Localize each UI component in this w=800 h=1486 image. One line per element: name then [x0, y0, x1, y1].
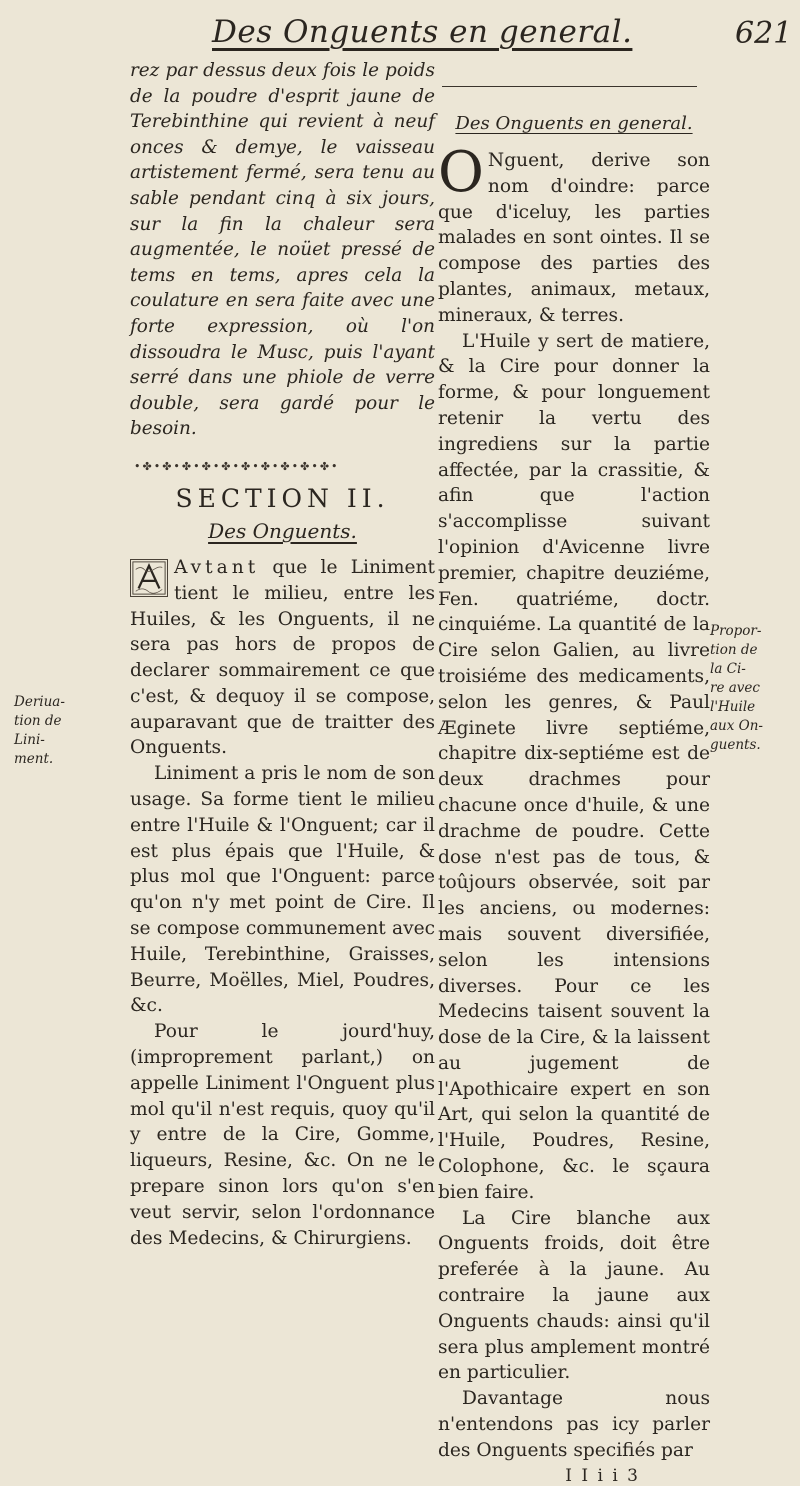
paragraph-text: Davantage nous n'entendons pas icy parler des Onguents specifiés par [438, 1388, 710, 1461]
first-paragraph [130, 555, 435, 761]
recipe-continuation: rez par dessus deux fois le poids de la poudre d'esprit jaune de Terebinthine qui revient à neuf onces & demye, le vaisseau artistement fermé, sera tenu au sable pendant cinq à six jours, sur la fin la chaleur sera augmentée, le noüet pressé de tems en tems, apres cela la coulature en sera faite avec une forte expression, où l'on dissoudra le Musc, puis l'ayant serré dans une phiole de verre double, sera gardé pour le besoin. [130, 60, 435, 440]
divider [442, 86, 697, 87]
section-subtitle: Des Onguents. [208, 518, 357, 543]
decorated-initial-icon [130, 559, 168, 597]
paragraph-text: Liniment a pris le nom de son usage. Sa forme tient le milieu entre l'Huile & l'Onguent; car il est plus épais que l'Huile, & plus mol que l'Onguent: parce qu'on n'y met point de Cire. Il se compose communement avec Huile, Terebinthine, Graisses, Beurre, Moëlles, Miel, Poudres, &c. [130, 763, 435, 1017]
ornament-band: •✤•✤•✤•✤•✤•✤•✤•✤•✤•✤• [134, 459, 340, 473]
running-header [0, 14, 800, 54]
margin-note-right: Propor- tion de la Ci- re avec l'Huile aux On- guents. [710, 623, 763, 753]
paragraph-text: La Cire blanche aux Onguents froids, doit être preferée à la jaune. Au contraire la jaune aux Onguents chauds: ainsi qu'il sera plus amplement montré en particulier. [438, 1207, 710, 1384]
paragraph-text: Pour le jourd'huy, (improprement parlant,) on appelle Liniment l'Onguent plus mol qu'il n'est requis, quoy qu'il y entre de la Cire, Gomme, liqueurs, Resine, &c. On ne le prepare sinon lors qu'on s'en veut servir, selon l'ordonnance des Medecins, & Chirurgiens. [130, 1021, 435, 1249]
margin-note-left: Deriua- tion de Lini- ment. [14, 694, 65, 767]
chapter-heading: Des Onguents en general. [455, 113, 693, 134]
section-heading: SECTION II. [175, 483, 390, 513]
page-number: 621 [735, 16, 793, 51]
signature-mark: I I i i 3 [565, 1465, 640, 1486]
first-word: Avtant [174, 556, 260, 578]
right-column [438, 58, 710, 1486]
running-title: Des Onguents en general. [212, 14, 633, 50]
paragraph-text: L'Huile y sert de matiere, & la Cire pour donner la forme, & pour longuement retenir la vertu des ingrediens sur la partie affectée, par la crassitie, & afin que l'action s'accomplisse suivant l'opinion d'Avicenne livre premier, chapitre deuziéme, Fen. quatriéme, doctr. cinquiéme. La quantité de la Cire selon Galien, au livre troisiéme des medicaments, selon les genres, & Paul Æginete livre septiéme, chapitre dix-septiéme est de deux drachmes pour chacune once d'huile, & une drachme de poudre. Cette dose n'est pas de tous, & toûjours observée, soit par les anciens, ou modernes: mais souvent diversifiée, selon les intensions diverses. Pour ce les Medecins taisent souvent la dose de la Cire, & la laissent au jugement de l'Apothicaire expert en son Art, qui selon la quantité de l'Huile, Poudres, Resine, Colophone, &c. le sçaura bien faire. [438, 330, 710, 1203]
paragraph-text: que le Liniment tient le milieu, entre les Huiles, & les Onguents, il ne sera pas hors de propos de declarer sommairement ce que c'est, & dequoy il se compose, auparavant que de traitter des Onguents. [130, 556, 435, 759]
left-column [130, 58, 435, 1251]
drop-cap: O [438, 140, 484, 205]
paragraph-text: Nguent, derive son nom d'oindre: parce que d'iceluy, les parties malades en sont ointes. Il se compose des parties des plantes, animaux, metaux, mineraux, & terres. [438, 150, 710, 326]
